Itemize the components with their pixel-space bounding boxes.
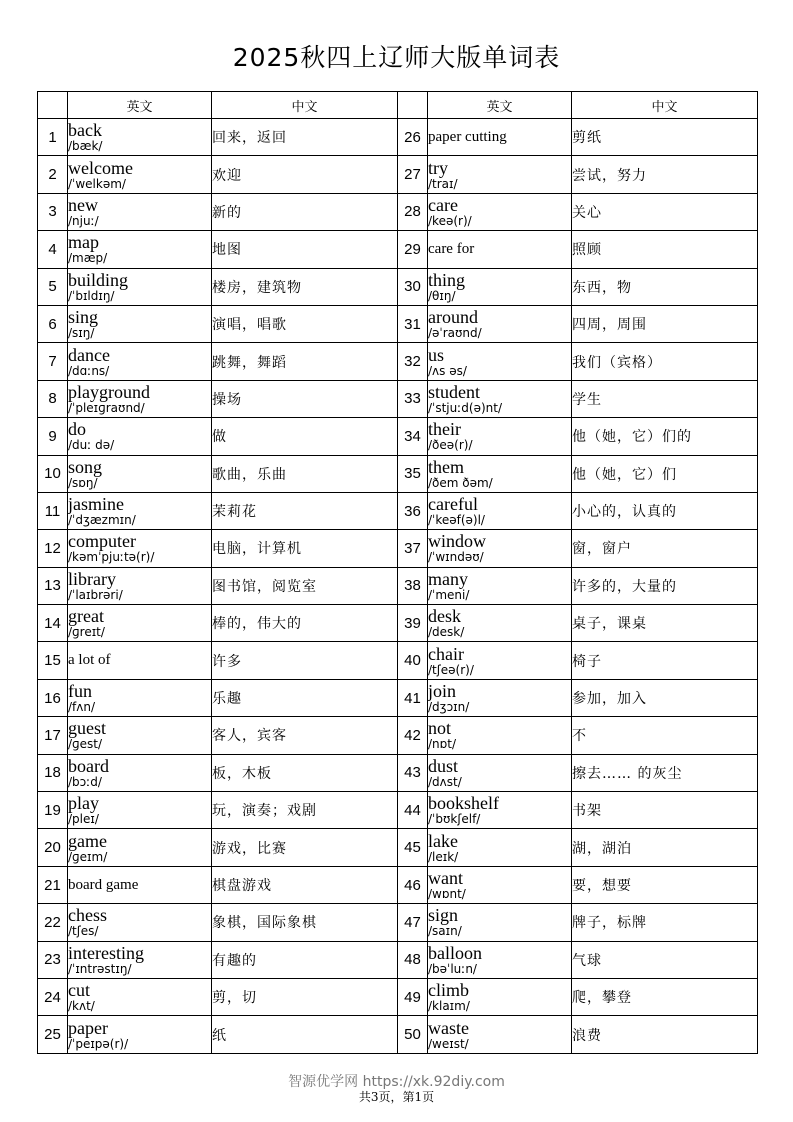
english-cell <box>428 904 572 941</box>
phonetic: /weɪst/ <box>428 1036 469 1051</box>
english-cell <box>68 380 212 417</box>
english-word: want <box>428 868 463 888</box>
chinese-meaning: 他（她，它）们的 <box>572 418 758 455</box>
table-row <box>38 193 758 230</box>
phonetic: /θɪŋ/ <box>428 288 456 303</box>
table-row <box>38 792 758 829</box>
phonetic: /ˈstjuːd(ə)nt/ <box>428 400 502 415</box>
table-row <box>38 866 758 903</box>
english-cell <box>68 268 212 305</box>
phonetic: /dʒɔɪn/ <box>428 700 470 715</box>
word-number: 49 <box>398 978 428 1015</box>
word-number: 42 <box>398 717 428 754</box>
word-number: 15 <box>38 642 68 679</box>
english-word: sign <box>428 905 459 926</box>
english-word: not <box>428 718 452 739</box>
phonetic: /saɪn/ <box>428 924 462 939</box>
table-row <box>38 455 758 492</box>
english-cell <box>428 231 572 268</box>
phonetic: /traɪ/ <box>428 176 458 191</box>
english-cell <box>428 119 572 156</box>
table-row <box>38 829 758 866</box>
chinese-meaning: 桌子，课桌 <box>572 605 758 642</box>
english-cell <box>68 642 212 679</box>
english-word: care for <box>428 240 475 257</box>
english-cell <box>428 829 572 866</box>
word-number: 28 <box>398 193 428 230</box>
word-number: 41 <box>398 679 428 716</box>
table-row <box>38 156 758 193</box>
table-row <box>38 941 758 978</box>
chinese-meaning: 图书馆，阅览室 <box>212 567 398 604</box>
phonetic: /dɑːns/ <box>68 363 110 378</box>
word-number: 20 <box>38 829 68 866</box>
english-word: us <box>428 344 445 365</box>
english-cell <box>428 1016 572 1053</box>
phonetic: /ɡreɪt/ <box>68 625 105 640</box>
english-cell <box>68 418 212 455</box>
english-word: chair <box>428 643 464 664</box>
english-word: student <box>428 381 480 402</box>
word-number: 23 <box>38 941 68 978</box>
phonetic: /dʌst/ <box>428 774 462 789</box>
header-english-right: 英文 <box>428 92 572 119</box>
english-cell <box>68 231 212 268</box>
phonetic: /wɒnt/ <box>428 887 466 901</box>
english-cell <box>68 156 212 193</box>
chinese-meaning: 电脑，计算机 <box>212 530 398 567</box>
english-word: map <box>68 232 99 253</box>
chinese-meaning: 湖，湖泊 <box>572 829 758 866</box>
table-row <box>38 717 758 754</box>
english-word: lake <box>428 830 458 851</box>
table-row <box>38 754 758 791</box>
english-cell <box>68 829 212 866</box>
english-word: bookshelf <box>428 793 499 814</box>
phonetic: /ˈkeəf(ə)l/ <box>428 513 485 528</box>
english-cell <box>428 418 572 455</box>
phonetic: /ˈwelkəm/ <box>68 176 126 191</box>
english-cell <box>428 717 572 754</box>
english-word: jasmine <box>68 494 124 515</box>
english-cell <box>428 492 572 529</box>
word-number: 46 <box>398 866 428 903</box>
word-number: 32 <box>398 343 428 380</box>
word-number: 22 <box>38 904 68 941</box>
word-number: 48 <box>398 941 428 978</box>
phonetic: /bæk/ <box>68 139 103 154</box>
english-word: building <box>68 269 129 290</box>
chinese-meaning: 关心 <box>572 193 758 230</box>
table-row <box>38 978 758 1015</box>
word-number: 35 <box>398 455 428 492</box>
word-number: 26 <box>398 119 428 156</box>
word-number: 5 <box>38 268 68 305</box>
chinese-meaning: 窗，窗户 <box>572 530 758 567</box>
english-cell <box>68 866 212 903</box>
chinese-meaning: 牌子，标牌 <box>572 904 758 941</box>
chinese-meaning: 剪纸 <box>572 119 758 156</box>
english-cell <box>68 343 212 380</box>
chinese-meaning: 棋盘游戏 <box>212 866 398 903</box>
english-word: guest <box>68 718 106 739</box>
english-cell <box>428 305 572 342</box>
word-number: 50 <box>398 1016 428 1053</box>
english-cell <box>428 530 572 567</box>
chinese-meaning: 棒的，伟大的 <box>212 605 398 642</box>
english-cell <box>68 567 212 604</box>
english-cell <box>68 1016 212 1053</box>
english-cell <box>68 941 212 978</box>
chinese-meaning: 跳舞，舞蹈 <box>212 343 398 380</box>
footer-page-number: 共3页，第1页 <box>358 1090 435 1104</box>
english-cell <box>68 978 212 1015</box>
phonetic: /əˈraʊnd/ <box>428 326 482 341</box>
phonetic: /ˈpeɪpə(r)/ <box>68 1036 129 1051</box>
english-word: them <box>428 456 464 477</box>
phonetic: /bəˈluːn/ <box>428 961 477 976</box>
word-number: 47 <box>398 904 428 941</box>
english-cell <box>428 605 572 642</box>
phonetic: /ˈpleɪɡraʊnd/ <box>68 400 145 415</box>
english-cell <box>428 455 572 492</box>
phonetic: /njuː/ <box>68 213 99 228</box>
table-row <box>38 268 758 305</box>
word-number: 18 <box>38 754 68 791</box>
table-row <box>38 1016 758 1053</box>
word-number: 25 <box>38 1016 68 1053</box>
word-number: 14 <box>38 605 68 642</box>
table-row <box>38 605 758 642</box>
chinese-meaning: 爬，攀登 <box>572 978 758 1015</box>
word-number: 31 <box>398 305 428 342</box>
english-cell <box>428 642 572 679</box>
chinese-meaning: 小心的，认真的 <box>572 492 758 529</box>
word-number: 29 <box>398 231 428 268</box>
chinese-meaning: 许多 <box>212 642 398 679</box>
phonetic: /ðeə(r)/ <box>428 438 473 453</box>
english-word: paper <box>68 1017 108 1038</box>
chinese-meaning: 欢迎 <box>212 156 398 193</box>
chinese-meaning: 茉莉花 <box>212 492 398 529</box>
english-cell <box>68 792 212 829</box>
english-word: fun <box>68 681 92 702</box>
english-word: their <box>428 419 461 440</box>
phonetic: /ˈmeni/ <box>428 587 470 602</box>
header-chinese-left: 中文 <box>212 92 398 119</box>
english-word: back <box>68 120 102 141</box>
chinese-meaning: 玩，演奏；戏剧 <box>212 792 398 829</box>
english-cell <box>428 792 572 829</box>
phonetic: /tʃeə(r)/ <box>428 662 474 677</box>
table-row <box>38 492 758 529</box>
english-word: balloon <box>428 942 482 963</box>
chinese-meaning: 气球 <box>572 941 758 978</box>
chinese-meaning: 象棋，国际象棋 <box>212 904 398 941</box>
table-row <box>38 343 758 380</box>
english-word: climb <box>428 980 469 1001</box>
word-number: 7 <box>38 343 68 380</box>
chinese-meaning: 浪费 <box>572 1016 758 1053</box>
phonetic: /fʌn/ <box>68 700 96 715</box>
word-number: 8 <box>38 380 68 417</box>
word-number: 19 <box>38 792 68 829</box>
english-cell <box>428 978 572 1015</box>
table-row <box>38 231 758 268</box>
chinese-meaning: 参加，加入 <box>572 679 758 716</box>
phonetic: /sɒŋ/ <box>68 475 98 490</box>
phonetic: /ˈɪntrəstɪŋ/ <box>68 961 132 976</box>
english-word: thing <box>428 269 466 290</box>
english-word: board game <box>68 876 139 893</box>
chinese-meaning: 楼房，建筑物 <box>212 268 398 305</box>
phonetic: /nɒt/ <box>428 737 457 752</box>
english-cell <box>68 492 212 529</box>
english-word: library <box>68 568 116 589</box>
english-word: join <box>428 681 457 702</box>
word-number: 38 <box>398 567 428 604</box>
word-number: 39 <box>398 605 428 642</box>
footer-site: 智源优学网 https://xk.92diy.com <box>288 1074 505 1090</box>
table-row <box>38 380 758 417</box>
word-number: 33 <box>398 380 428 417</box>
chinese-meaning: 有趣的 <box>212 941 398 978</box>
word-number: 17 <box>38 717 68 754</box>
vocab-table <box>37 91 758 1054</box>
phonetic: /desk/ <box>428 625 465 640</box>
english-word: paper cutting <box>428 128 507 145</box>
phonetic: /sɪŋ/ <box>68 326 95 341</box>
table-row <box>38 305 758 342</box>
table-row <box>38 642 758 679</box>
word-number: 37 <box>398 530 428 567</box>
english-word: care <box>428 194 458 215</box>
english-word: dust <box>428 755 459 776</box>
word-number: 24 <box>38 978 68 1015</box>
english-word: playground <box>68 381 150 402</box>
phonetic: /bɔːd/ <box>68 774 102 789</box>
word-number: 36 <box>398 492 428 529</box>
chinese-meaning: 地图 <box>212 231 398 268</box>
english-word: desk <box>428 606 461 627</box>
chinese-meaning: 纸 <box>212 1016 398 1053</box>
english-cell <box>68 193 212 230</box>
english-cell <box>68 754 212 791</box>
table-row <box>38 904 758 941</box>
english-word: great <box>68 606 104 627</box>
english-word: waste <box>428 1017 469 1038</box>
word-number: 21 <box>38 866 68 903</box>
word-number: 11 <box>38 492 68 529</box>
chinese-meaning: 学生 <box>572 380 758 417</box>
english-cell <box>68 679 212 716</box>
word-number: 44 <box>398 792 428 829</box>
chinese-meaning: 要，想要 <box>572 866 758 903</box>
english-word: around <box>428 307 478 328</box>
phonetic: /mæp/ <box>68 251 108 266</box>
english-cell <box>68 305 212 342</box>
word-number: 27 <box>398 156 428 193</box>
word-number: 40 <box>398 642 428 679</box>
chinese-meaning: 歌曲，乐曲 <box>212 455 398 492</box>
word-number: 4 <box>38 231 68 268</box>
english-word: dance <box>68 344 110 365</box>
phonetic: /ʌs əs/ <box>428 363 467 378</box>
word-number: 34 <box>398 418 428 455</box>
english-word: chess <box>68 905 107 926</box>
table-row <box>38 679 758 716</box>
phonetic: /ðem ðəm/ <box>428 475 493 490</box>
table-row <box>38 567 758 604</box>
english-word: new <box>68 194 98 215</box>
chinese-meaning: 剪，切 <box>212 978 398 1015</box>
english-word: do <box>68 419 86 440</box>
chinese-meaning: 照顾 <box>572 231 758 268</box>
phonetic: /ɡeɪm/ <box>68 849 108 864</box>
table-row <box>38 119 758 156</box>
chinese-meaning: 回来，返回 <box>212 119 398 156</box>
word-number: 13 <box>38 567 68 604</box>
chinese-meaning: 客人，宾客 <box>212 717 398 754</box>
english-cell <box>428 754 572 791</box>
chinese-meaning: 四周，周围 <box>572 305 758 342</box>
english-cell <box>428 567 572 604</box>
english-cell <box>68 119 212 156</box>
table-row <box>38 418 758 455</box>
english-word: game <box>68 830 107 851</box>
chinese-meaning: 东西，物 <box>572 268 758 305</box>
chinese-meaning: 操场 <box>212 380 398 417</box>
english-word: cut <box>68 980 90 1001</box>
phonetic: /kəmˈpjuːtə(r)/ <box>68 550 155 565</box>
chinese-meaning: 做 <box>212 418 398 455</box>
word-number: 10 <box>38 455 68 492</box>
phonetic: /ˈwɪndəʊ/ <box>428 550 484 565</box>
english-cell <box>68 904 212 941</box>
phonetic: /ˈlaɪbrəri/ <box>68 587 123 602</box>
chinese-meaning: 板，木板 <box>212 754 398 791</box>
english-cell <box>428 268 572 305</box>
chinese-meaning: 演唱，唱歌 <box>212 305 398 342</box>
word-number: 9 <box>38 418 68 455</box>
chinese-meaning: 不 <box>572 717 758 754</box>
word-number: 6 <box>38 305 68 342</box>
english-cell <box>68 455 212 492</box>
chinese-meaning: 尝试，努力 <box>572 156 758 193</box>
header-english-left: 英文 <box>68 92 212 119</box>
english-cell <box>428 679 572 716</box>
phonetic: /ˈbɪldɪŋ/ <box>68 288 115 303</box>
chinese-meaning: 新的 <box>212 193 398 230</box>
english-word: computer <box>68 531 136 552</box>
phonetic: /ˈdʒæzmɪn/ <box>68 513 136 528</box>
word-number: 1 <box>38 119 68 156</box>
english-cell <box>428 343 572 380</box>
chinese-meaning: 擦去…… 的灰尘 <box>572 754 758 791</box>
english-cell <box>68 530 212 567</box>
chinese-meaning: 椅子 <box>572 642 758 679</box>
header-num-right <box>398 92 428 119</box>
english-word: welcome <box>68 157 133 178</box>
chinese-meaning: 许多的，大量的 <box>572 567 758 604</box>
english-word: try <box>428 157 448 178</box>
english-cell <box>68 605 212 642</box>
english-cell <box>428 866 572 903</box>
english-word: interesting <box>68 942 144 963</box>
phonetic: /tʃes/ <box>68 924 99 939</box>
phonetic: /kʌt/ <box>68 999 95 1014</box>
phonetic: /ˈbʊkʃelf/ <box>428 812 481 827</box>
english-cell <box>68 717 212 754</box>
word-number: 3 <box>38 193 68 230</box>
english-word: sing <box>68 307 99 328</box>
phonetic: /pleɪ/ <box>68 812 99 827</box>
header-chinese-right: 中文 <box>572 92 758 119</box>
english-word: careful <box>428 494 478 515</box>
word-number: 12 <box>38 530 68 567</box>
english-word: song <box>68 456 103 477</box>
phonetic: /ɡest/ <box>68 737 103 752</box>
phonetic: /keə(r)/ <box>428 213 472 228</box>
phonetic: /leɪk/ <box>428 849 459 864</box>
word-number: 30 <box>398 268 428 305</box>
page-title: 2025秋四上辽师大版单词表 <box>232 43 561 72</box>
chinese-meaning: 他（她，它）们 <box>572 455 758 492</box>
english-word: window <box>428 531 486 552</box>
english-cell <box>428 380 572 417</box>
word-number: 45 <box>398 829 428 866</box>
word-number: 43 <box>398 754 428 791</box>
english-word: board <box>68 755 109 776</box>
english-word: a lot of <box>68 652 111 669</box>
word-number: 16 <box>38 679 68 716</box>
english-cell <box>428 941 572 978</box>
chinese-meaning: 乐趣 <box>212 679 398 716</box>
chinese-meaning: 书架 <box>572 792 758 829</box>
english-cell <box>428 156 572 193</box>
english-cell <box>428 193 572 230</box>
phonetic: /duː də/ <box>68 438 115 453</box>
table-header-row <box>38 92 758 119</box>
table-row <box>38 530 758 567</box>
word-number: 2 <box>38 156 68 193</box>
chinese-meaning: 我们（宾格） <box>572 343 758 380</box>
phonetic: /klaɪm/ <box>428 999 470 1014</box>
english-word: play <box>68 793 99 814</box>
header-num-left <box>38 92 68 119</box>
chinese-meaning: 游戏，比赛 <box>212 829 398 866</box>
english-word: many <box>428 568 468 589</box>
